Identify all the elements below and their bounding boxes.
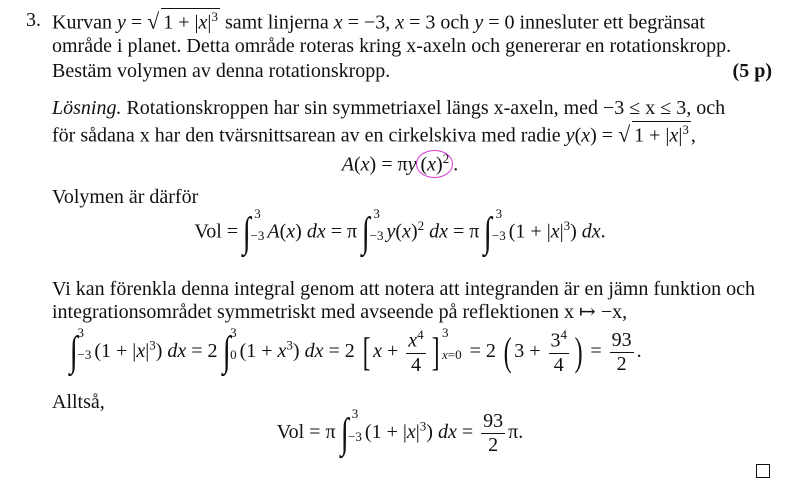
annotation-circle: $(x)^2$	[416, 150, 453, 178]
problem-text-line3: Bestäm volymen av denna rotationskropp.	[52, 60, 391, 82]
volume-integral: Vol = ∫ 3 −3 A(x) dx = π ∫ 3 −3 $y(x)^2$ dx = π ∫ 3 −3 $(1 + |x|^3)$ dx.	[194, 205, 606, 256]
problem-text-line2: område i planet. Detta område roteras kring x-axeln och genererar en rotationskropp.	[52, 35, 732, 57]
qed-box-icon	[756, 464, 770, 478]
final-volume: Vol = π ∫ 3 −3 $(1 + |x|^3)$ dx = $\frac{93}{2}$ π.	[276, 406, 524, 457]
solution-text-line2: för sådana x har den tvärsnittsarean av en cirkelskiva med radie	[52, 124, 561, 147]
problem-text-d: innesluter ett begränsat	[519, 11, 705, 34]
simplify-text-line1: Vi kan förenkla denna integral genom att notera att integranden är en jämn funktion och	[52, 278, 755, 300]
problem-text-a: Kurvan	[52, 11, 112, 34]
solution-label: Lösning.	[52, 97, 122, 119]
solution-text-line1: Rotationskroppen har sin symmetriaxel längs x-axeln, med −3 ≤ x ≤ 3, och	[126, 97, 726, 119]
simplify-text-line2: integrationsområdet symmetriskt med avseende på reflektionen x ↦ −x,	[52, 301, 628, 323]
problem-text-c: och	[440, 11, 470, 34]
area-formula: A(x) = πy $(x)^2$ .	[341, 151, 459, 176]
symmetry-computation: ∫ 3 −3 $(1 + |x|^3)$ dx = 2 ∫ 3 0 $(1 + x^3)$ dx = 2 [ x + $\frac{x^4}{4}$ ] 3 x=0 = 2 ( 3 + $\frac{3^4}{4}$ ) = $\frac{93}{2}$ .	[69, 325, 642, 376]
volume-intro: Volymen är därför	[52, 186, 199, 208]
conclusion-label: Alltså,	[52, 391, 105, 413]
problem-number: 3.	[26, 9, 41, 31]
points-badge: (5 p)	[732, 60, 772, 82]
problem-text-b: samt linjerna	[224, 11, 329, 34]
